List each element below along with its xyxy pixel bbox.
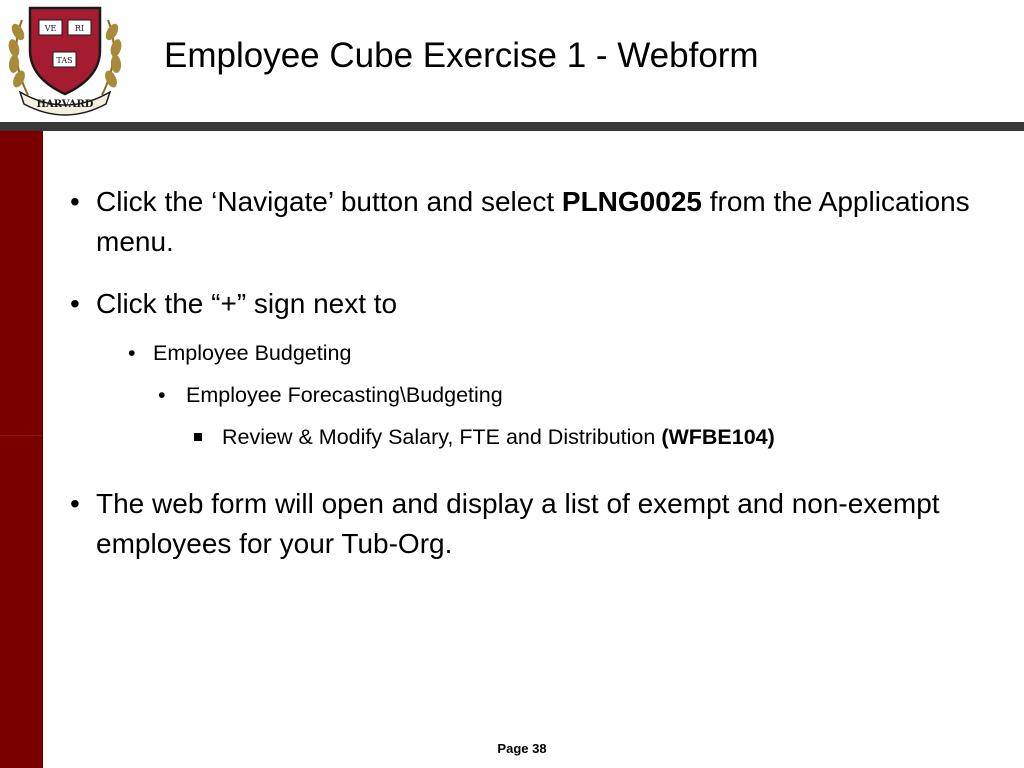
bullet-text: Click the “+” sign next to [96,288,398,319]
shield-text-ve: VE [44,24,57,33]
harvard-logo [2,0,128,118]
square-bullet-icon [194,433,202,441]
bullet-marker: • [128,341,136,365]
harvard-shield-icon [2,0,128,118]
bullet-click-plus [70,284,990,324]
page-number: Page 38 [497,741,547,756]
sidebar-divider [0,435,42,436]
bullet-text: The web form will open and display a list of exempt and non-exempt employees for your Tub-Org. [96,488,940,559]
bullet-web-form [70,484,990,564]
header-divider [0,122,1024,131]
bullet-text-tail: from the Applications menu. [96,186,970,257]
bullet-text: Employee Forecasting\Budgeting [186,383,503,407]
sub-bullet-employee-budgeting [70,338,990,368]
bullet-text: Click the ‘Navigate’ button and select [96,186,562,217]
slide-content [70,182,990,586]
sub-bullet-forecasting [70,380,990,410]
shield-text-ri: RI [74,24,85,33]
bullet-marker: • [70,186,80,217]
bullet-navigate [70,182,990,262]
bullet-text: Review & Modify Salary, FTE and Distribution [222,425,662,449]
slide-title: Employee Cube Exercise 1 - Webform [164,36,759,75]
bullet-marker: • [70,488,80,519]
banner-text: HARVARD [36,99,94,110]
sub-bullet-review-modify [70,422,990,452]
left-sidebar-band [0,131,43,768]
shield-text-tas: TAS [56,56,73,65]
bullet-marker: • [70,288,80,319]
bullet-text: Employee Budgeting [153,341,352,365]
bullet-bold-code: PLNG0025 [561,186,702,217]
bullet-marker: • [158,383,166,407]
bullet-bold-code: (WFBE104) [661,425,775,449]
